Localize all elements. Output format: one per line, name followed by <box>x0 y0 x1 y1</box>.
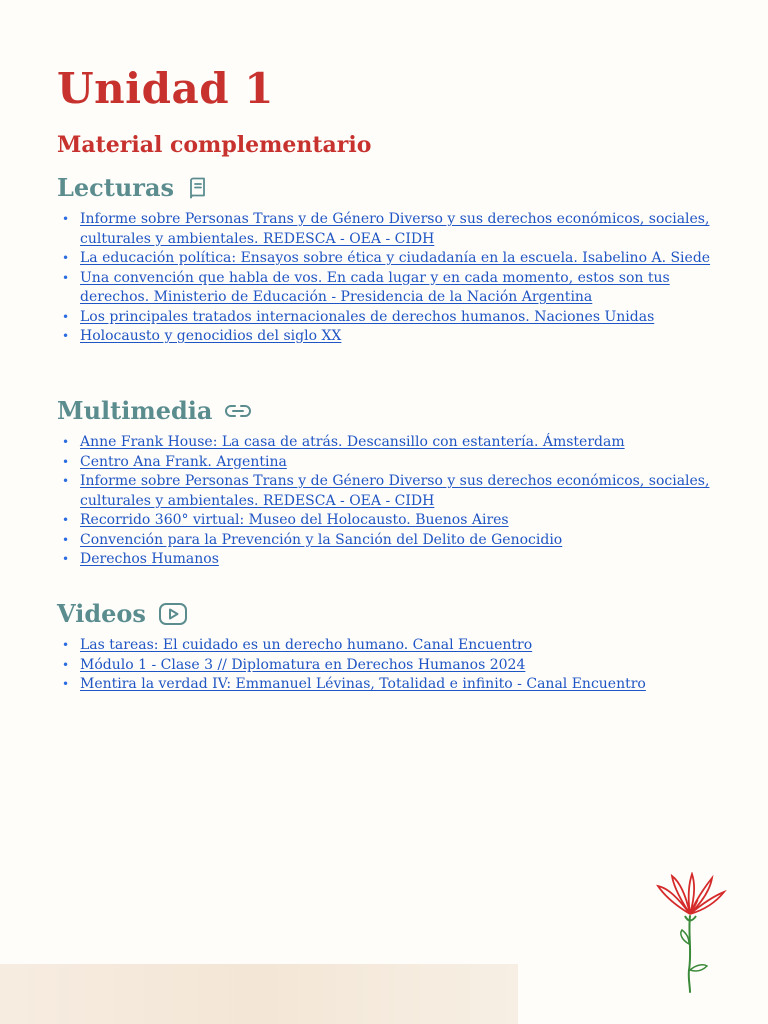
link-icon <box>224 401 252 421</box>
list-item <box>62 675 712 695</box>
link[interactable]: Informe sobre Personas Trans y de Género Diverso y sus derechos económicos, sociales, culturales y ambientales. REDESCA - OEA - CIDH <box>80 211 710 247</box>
list-item <box>62 433 712 453</box>
list-item <box>62 550 712 570</box>
list-item <box>62 308 712 328</box>
list-item <box>62 210 712 249</box>
section-heading-lecturas-label: Lecturas <box>57 173 174 202</box>
list-item <box>62 269 712 308</box>
list-item <box>62 453 712 473</box>
lecturas-list <box>62 210 712 347</box>
decorative-paper-band <box>0 964 518 1024</box>
link[interactable]: Los principales tratados internacionales de derechos humanos. Naciones Unidas <box>80 308 655 325</box>
list-item <box>62 636 712 656</box>
section-heading-lecturas <box>57 173 210 202</box>
link[interactable]: Módulo 1 - Clase 3 // Diplomatura en Derechos Humanos 2024 <box>80 656 526 673</box>
book-icon <box>186 176 210 200</box>
link[interactable]: Mentira la verdad IV: Emmanuel Lévinas, Totalidad e infinito - Canal Encuentro <box>80 676 646 692</box>
link[interactable]: Derechos Humanos <box>80 551 219 567</box>
link[interactable]: Recorrido 360° virtual: Museo del Holocausto. Buenos Aires <box>80 512 509 528</box>
multimedia-list <box>62 433 712 570</box>
link[interactable]: Holocausto y genocidios del siglo XX <box>80 328 342 344</box>
play-icon <box>158 602 188 626</box>
page-title: Unidad 1 <box>57 64 274 113</box>
link[interactable]: Convención para la Prevención y la Sanción del Delito de Genocidio <box>80 531 563 548</box>
link[interactable]: Anne Frank House: La casa de atrás. Descansillo con estantería. Ámsterdam <box>80 434 625 450</box>
link[interactable]: Una convención que habla de vos. En cada lugar y en cada momento, estos son tus derechos. Ministerio de Educación - Presidencia de la Nación Argentina <box>80 269 670 305</box>
section-heading-multimedia <box>57 396 252 425</box>
list-item <box>62 531 712 551</box>
list-item <box>62 656 712 676</box>
flower-illustration <box>652 872 732 1000</box>
link[interactable]: Informe sobre Personas Trans y de Género Diverso y sus derechos económicos, sociales, culturales y ambientales. REDESCA - OEA - CIDH <box>80 473 710 509</box>
section-heading-videos-label: Videos <box>57 599 146 628</box>
link[interactable]: La educación política: Ensayos sobre ética y ciudadanía en la escuela. Isabelino A. Siede <box>80 250 711 266</box>
list-item <box>62 327 712 347</box>
link[interactable]: Las tareas: El cuidado es un derecho humano. Canal Encuentro <box>80 637 533 653</box>
section-heading-multimedia-label: Multimedia <box>57 396 213 425</box>
videos-list <box>62 636 712 695</box>
list-item <box>62 249 712 269</box>
list-item <box>62 511 712 531</box>
page-subtitle: Material complementario <box>57 132 372 158</box>
section-heading-videos <box>57 599 188 628</box>
link[interactable]: Centro Ana Frank. Argentina <box>80 453 287 470</box>
list-item <box>62 472 712 511</box>
